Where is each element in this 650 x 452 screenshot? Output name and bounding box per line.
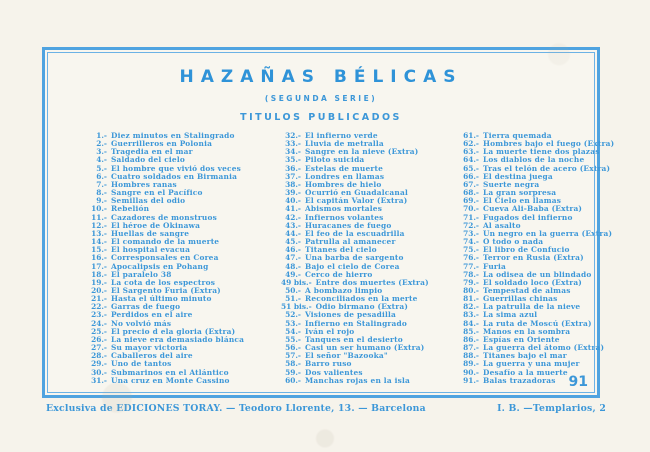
- titles-column-1: [87, 132, 281, 385]
- entry-title: Titanes del cielo: [305, 245, 377, 255]
- entry-title: Bajo el cielo de Corea: [305, 261, 400, 271]
- entry-title: El hospital evacua: [111, 245, 191, 255]
- entry-title: Apocalipsis en Pohang: [111, 261, 209, 271]
- entry-title: La muerte tiene dos plazas: [483, 147, 600, 157]
- entry-title: Tierra quemada: [483, 131, 552, 140]
- entry-number: 37.-: [285, 171, 301, 181]
- entry-title: Patrulla al amanecer: [305, 237, 396, 247]
- entry-title: Londres en llamas: [305, 171, 385, 181]
- entry-number: 57.-: [285, 351, 301, 361]
- entry-title: El Cielo en llamas: [483, 196, 562, 206]
- entry-title: Un negro en la guerra (Extra): [483, 228, 613, 238]
- entry-title: Ocurrió en Guadalcanal: [305, 188, 408, 198]
- entry-number: 25.-: [91, 326, 107, 336]
- entry-title: Manchas rojas en la isla: [305, 375, 410, 385]
- entry-number: 40.-: [285, 196, 301, 206]
- entry-number: 32.-: [285, 131, 301, 140]
- entry-number: 89.-: [463, 359, 479, 369]
- entry-number: 47.-: [285, 253, 301, 263]
- entry-title: La odisea de un blindado: [483, 269, 592, 279]
- entry-number: 17.-: [91, 261, 107, 271]
- entry-number: 10.-: [91, 204, 107, 214]
- entry-title: Odio birmano (Extra): [315, 302, 409, 312]
- entry-number: 60.-: [285, 375, 301, 385]
- entry-title: Barro ruso: [305, 359, 352, 369]
- entry-number: 63.-: [463, 147, 479, 157]
- entry-title: Iván el rojo: [305, 326, 355, 336]
- entry-title: Cerco de hierro: [305, 269, 373, 279]
- page-border-frame: [42, 47, 615, 398]
- entry-number: 20.-: [91, 285, 107, 295]
- entry-number: 24.-: [91, 318, 107, 328]
- entry-title: Hombres ranas: [111, 179, 177, 189]
- entry-title: Huracanes de fuego: [305, 220, 392, 230]
- entry-title: Estelas de muerte: [305, 163, 383, 173]
- entry-number: 35.-: [285, 155, 301, 165]
- page-header: [45, 67, 597, 123]
- entry-number: 70.-: [463, 204, 479, 214]
- titles-column-3: [459, 132, 614, 385]
- entry-title: El comando de la muerte: [111, 237, 220, 247]
- entry-number: 69.-: [463, 196, 479, 206]
- entry-number: 29.-: [91, 359, 107, 369]
- entry-number: 22.-: [91, 302, 107, 312]
- entry-title: Huellas de sangre: [111, 228, 190, 238]
- entry-title: Cazadores de monstruos: [111, 212, 217, 222]
- entry-title: Garras de fuego: [111, 302, 181, 312]
- entry-number: 81.-: [463, 294, 479, 304]
- entry-number: 9.-: [96, 196, 107, 206]
- entry-number: 65.-: [463, 163, 479, 173]
- entry-number: 76.-: [463, 253, 479, 263]
- entry-title: Corresponsales en Corea: [111, 253, 219, 263]
- entry-title: Rebelión: [111, 204, 150, 214]
- entry-title: El infierno verde: [305, 131, 378, 140]
- entry-title: A bombazo limpio: [305, 285, 383, 295]
- entry-number: 67.-: [463, 179, 479, 189]
- entry-title: Saldado del cielo: [111, 155, 185, 165]
- entry-number: 30.-: [91, 367, 107, 377]
- entry-title: La nieve era demasiado blánca: [111, 334, 245, 344]
- entry-number: 91.-: [463, 375, 479, 385]
- entry-number: 51 bis.-: [281, 302, 312, 312]
- entry-number: 86.-: [463, 334, 479, 344]
- entry-title: Tragedia en el mar: [111, 147, 193, 157]
- entry-number: 73.-: [463, 228, 479, 238]
- entry-number: 21.-: [91, 294, 107, 304]
- entry-title: Una barba de sargento: [305, 253, 404, 263]
- entry-number: 38.-: [285, 179, 301, 189]
- entry-title: El señor "Bazooka": [305, 351, 388, 361]
- entry-title: El soldado loco (Extra): [483, 277, 583, 287]
- entry-title: El hombre que vivió dos veces: [111, 163, 241, 173]
- entry-number: 80.-: [463, 285, 479, 295]
- entry-number: 42.-: [285, 212, 301, 222]
- entry-title: Diez minutos en Stalingrado: [111, 131, 235, 140]
- entry-number: 36.-: [285, 163, 301, 173]
- entry-title: Submarinos en el Atlántico: [111, 367, 229, 377]
- entry-number: 78.-: [463, 269, 479, 279]
- entry-title: El destina juega: [483, 171, 553, 181]
- entry-number: 68.-: [463, 188, 479, 198]
- entry-number: 33.-: [285, 139, 301, 149]
- entry-number: 88.-: [463, 351, 479, 361]
- entry-number: 71.-: [463, 212, 479, 222]
- entry-title: El precio d ela gloria (Extra): [111, 326, 236, 336]
- entry-number: 84.-: [463, 318, 479, 328]
- title-entry: [281, 377, 459, 385]
- entry-number: 43.-: [285, 220, 301, 230]
- page-number: 91: [568, 374, 588, 390]
- entry-title: El capitán Valor (Extra): [305, 196, 408, 206]
- entry-number: 34.-: [285, 147, 301, 157]
- entry-number: 51.-: [285, 294, 301, 304]
- entry-title: Manos en la sombra: [483, 326, 571, 336]
- entry-title: Sangre en la nieve (Extra): [305, 147, 419, 157]
- entry-number: 87.-: [463, 343, 479, 353]
- entry-title: Reconciliados en la merte: [305, 294, 418, 304]
- entry-title: Infierno en Stalingrado: [305, 318, 408, 328]
- entry-title: La patrulla de la nieve: [483, 302, 581, 312]
- entry-number: 23.-: [91, 310, 107, 320]
- entry-title: Visiones de pesadilla: [305, 310, 396, 320]
- entry-number: 5.-: [96, 163, 107, 173]
- entry-number: 16.-: [91, 253, 107, 263]
- entry-title: O todo o nada: [483, 237, 544, 247]
- entry-number: 7.-: [96, 179, 107, 189]
- entry-title: Los diablos de la noche: [483, 155, 585, 165]
- entry-number: 3.-: [96, 147, 107, 157]
- entry-title: Entre dos muertes (Extra): [315, 277, 429, 287]
- entry-number: 4.-: [96, 155, 107, 165]
- entry-number: 74.-: [463, 237, 479, 247]
- entry-title: Abismos mortales: [305, 204, 383, 214]
- entry-number: 31.-: [91, 375, 107, 385]
- entry-number: 64.-: [463, 155, 479, 165]
- printer-imprint: I. B. —Templarios, 2: [497, 403, 606, 414]
- entry-title: La guerra y una mujer: [483, 359, 580, 369]
- section-heading: TITULOS PUBLICADOS: [240, 112, 402, 123]
- entry-title: Hombres de hielo: [305, 179, 382, 189]
- entry-number: 11.-: [91, 212, 107, 222]
- entry-number: 83.-: [463, 310, 479, 320]
- entry-number: 90.-: [463, 367, 479, 377]
- entry-number: 1.-: [96, 131, 107, 140]
- titles-column-2: [281, 132, 459, 385]
- entry-number: 75.-: [463, 245, 479, 255]
- entry-title: Perdidos en el aire: [111, 310, 193, 320]
- entry-number: 56.-: [285, 343, 301, 353]
- entry-number: 8.-: [96, 188, 107, 198]
- entry-number: 2.-: [96, 139, 107, 149]
- entry-title: Infiernos volantes: [305, 212, 384, 222]
- entry-title: Hombres bajo el fuego (Extra): [483, 139, 615, 149]
- entry-number: 14.-: [91, 237, 107, 247]
- entry-number: 62.-: [463, 139, 479, 149]
- entry-number: 44.-: [285, 228, 301, 238]
- entry-title: La cota de los espectros: [111, 277, 216, 287]
- entry-title: Cueva Ali-Baba (Extra): [483, 204, 583, 214]
- entry-number: 58.-: [285, 359, 301, 369]
- entry-title: Lluvia de metralla: [305, 139, 384, 149]
- entry-number: 77.-: [463, 261, 479, 271]
- page-title: HAZAÑAS BÉLICAS: [179, 67, 463, 87]
- entry-number: 55.-: [285, 334, 301, 344]
- entry-number: 59.-: [285, 367, 301, 377]
- entry-number: 18.-: [91, 269, 107, 279]
- entry-title: La sima azul: [483, 310, 538, 320]
- entry-title: Hasta el último minuto: [111, 294, 212, 304]
- entry-title: Tras el telón de acero (Extra): [483, 163, 611, 173]
- series-subtitle: (SEGUNDA SERIE): [264, 94, 378, 103]
- entry-title: La ruta de Moscú (Extra): [483, 318, 592, 328]
- entry-title: Fugados del infierno: [483, 212, 573, 222]
- entry-title: La guerra del átomo (Extra): [483, 343, 605, 353]
- entry-title: El libro de Confucio: [483, 245, 570, 255]
- entry-number: 53.-: [285, 318, 301, 328]
- entry-title: Al asalto: [483, 220, 521, 230]
- entry-title: La gran sorpresa: [483, 188, 557, 198]
- entry-title: El héroe de Okinawa: [111, 220, 201, 230]
- title-entry: [87, 377, 281, 385]
- entry-title: Tanques en el desierto: [305, 334, 403, 344]
- entry-number: 41.-: [285, 204, 301, 214]
- entry-number: 6.-: [96, 171, 107, 181]
- entry-number: 79.-: [463, 277, 479, 287]
- entry-number: 82.-: [463, 302, 479, 312]
- entry-title: Suerte negra: [483, 179, 540, 189]
- entry-title: Titanes bajo el mar: [483, 351, 567, 361]
- entry-title: El paralelo 38: [111, 269, 172, 279]
- entry-title: Semillas del odio: [111, 196, 186, 206]
- entry-number: 26.-: [91, 334, 107, 344]
- entry-number: 12.-: [91, 220, 107, 230]
- entry-title: Uno de tantos: [111, 359, 172, 369]
- entry-title: Tempestad de almas: [483, 285, 571, 295]
- entry-title: Terror en Rusia (Extra): [483, 253, 584, 263]
- entry-title: Una cruz en Monte Cassino: [111, 375, 230, 385]
- entry-number: 72.-: [463, 220, 479, 230]
- entry-title: Desafío a la muerte: [483, 367, 568, 377]
- entry-title: Caballeros del aire: [111, 351, 193, 361]
- title-entry: [459, 377, 614, 385]
- entry-title: Balas trazadoras: [483, 375, 556, 385]
- entry-number: 85.-: [463, 326, 479, 336]
- entry-number: 52.-: [285, 310, 301, 320]
- entry-number: 46.-: [285, 245, 301, 255]
- entry-number: 54.-: [285, 326, 301, 336]
- entry-title: Furia: [483, 261, 506, 271]
- entry-title: No volvió más: [111, 318, 172, 328]
- entry-number: 39.-: [285, 188, 301, 198]
- entry-title: Casi un ser humano (Extra): [305, 343, 425, 353]
- entry-number: 19.-: [91, 277, 107, 287]
- entry-number: 61.-: [463, 131, 479, 140]
- entry-title: Su mayor victoria: [111, 343, 188, 353]
- entry-number: 49 bis.-: [281, 277, 312, 287]
- entry-number: 28.-: [91, 351, 107, 361]
- entry-title: Guerrillas chinas: [483, 294, 558, 304]
- publisher-imprint: Exclusiva de EDICIONES TORAY. — Teodoro Llorente, 13. — Barcelona: [46, 403, 426, 414]
- entry-title: El feo de la escuadrilla: [305, 228, 405, 238]
- entry-title: Guerrilleros en Polonia: [111, 139, 213, 149]
- entry-number: 66.-: [463, 171, 479, 181]
- entry-number: 45.-: [285, 237, 301, 247]
- page-footer: [0, 403, 650, 414]
- entry-title: Cuatro soldados en Birmania: [111, 171, 238, 181]
- entry-number: 48.-: [285, 261, 301, 271]
- titles-list: [87, 131, 615, 385]
- entry-title: Piloto suicida: [305, 155, 365, 165]
- entry-title: Espías en Oriente: [483, 334, 560, 344]
- entry-title: Dos valientes: [305, 367, 363, 377]
- entry-number: 50.-: [285, 285, 301, 295]
- entry-number: 13.-: [91, 228, 107, 238]
- entry-number: 15.-: [91, 245, 107, 255]
- entry-number: 27.-: [91, 343, 107, 353]
- entry-title: Sangre en el Pacífico: [111, 188, 203, 198]
- entry-number: 49.-: [285, 269, 301, 279]
- entry-title: El Sargento Furia (Extra): [111, 285, 221, 295]
